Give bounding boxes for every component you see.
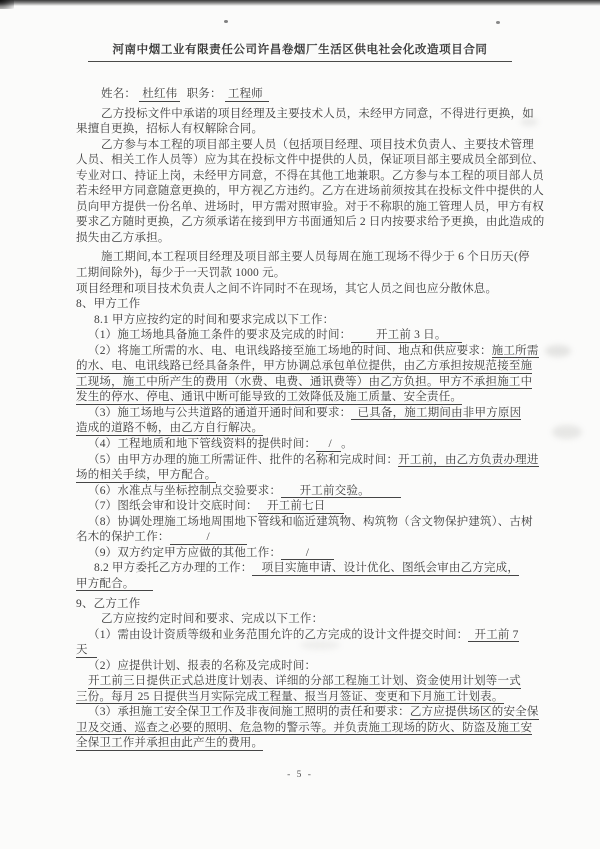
doc-text: （6）水准点与坐标控制点交验要求： (88, 484, 282, 497)
doc-text: 项目经理和项目技术负责人之间不许同时不在现场，其它人员之间也应分散休息。 (76, 282, 498, 295)
header-rule (88, 61, 512, 62)
fill-in-value: 开工前 3 日。 (351, 329, 462, 342)
doc-text: （4）工程地质和地下管线资料的提供时间： (88, 438, 317, 451)
fill-in-value: 卫及交通、巡查之必要的照明、危急物的警示等。并负责施工现场的防火、防盗及施工安 (76, 721, 533, 734)
doc-line (76, 122, 532, 138)
doc-line (76, 406, 532, 422)
fill-in-value: 甲方配合。 (76, 577, 153, 590)
doc-text: 。 (341, 438, 353, 451)
doc-line (76, 87, 532, 103)
doc-text: 损失由乙方承担。 (76, 231, 170, 244)
doc-text: 施工期间,本工程项目经理及项目部主要人员每周在施工现场不得少于 6 个日历天(停 (101, 251, 530, 264)
doc-text: （3）承担施工安全保卫工作及非夜间施工照明的责任和要求： (88, 706, 410, 719)
doc-text: （8）协调处理施工场地周围地下管线和临近建筑物、构筑物（含文物保护建筑）、古树 (88, 515, 533, 528)
doc-line (76, 659, 532, 675)
doc-line (76, 674, 532, 690)
doc-text: 工期间除外)，每少于一天罚款 1000 元。 (76, 267, 286, 280)
fill-in-value: 工程师 (224, 88, 270, 100)
fill-in-value: 开工前，由乙方负责办理进 (398, 453, 539, 466)
scan-corner-mark (0, 0, 14, 9)
doc-line (76, 690, 532, 706)
doc-line (76, 153, 544, 169)
fill-in-value: 开工前 7 (468, 628, 519, 641)
doc-text: 乙方投标文件中承诺的项目经理及主要技术人员，未经甲方同意，不得进行更换，如 (101, 107, 534, 120)
scan-smudge (552, 425, 582, 439)
fill-in-value: 工现场，施工中所产生的费用（水费、电费、通讯费等）由乙方负担。甲方不承担施工中 (76, 375, 533, 388)
fill-in-value: 场的相关手续，甲方配合。 (76, 469, 217, 482)
page-title: 河南中烟工业有限责任公司许昌卷烟厂生活区供电社会化改造项目合同 (112, 44, 488, 56)
doc-line (76, 721, 532, 737)
doc-line (76, 561, 532, 577)
doc-text: 8、甲方工作 (76, 298, 141, 311)
doc-line (76, 499, 532, 515)
fill-in-value: 开工前三日提供正式总进度计划表、详细的分部工程施工计划、资金使用计划等一式 (88, 675, 521, 688)
doc-text: （7）图纸会审和设计交底时间： (88, 500, 258, 513)
doc-line (76, 612, 532, 628)
doc-line (76, 107, 532, 123)
scan-speck (496, 21, 500, 24)
fill-in-value: 天 (76, 644, 97, 657)
doc-line (76, 344, 539, 360)
doc-line (76, 515, 532, 531)
doc-line (76, 705, 539, 721)
fill-in-value: / (281, 546, 334, 559)
doc-line (76, 138, 532, 154)
doc-line (76, 421, 532, 437)
doc-text: 人员、相关工作人员等）应为其在投标文件中提供的人员，保证项目部主要成员全部到位、 (76, 154, 544, 167)
doc-text: （5）由甲方办理的施工所需证件、批件的名称和完成时间： (88, 453, 399, 466)
doc-line (76, 736, 532, 752)
doc-text: （9）双方约定甲方应做的其他工作： (88, 546, 282, 559)
doc-line (76, 266, 532, 282)
doc-line (76, 250, 532, 266)
fill-in-value: 乙方应提供场区的安全保 (409, 706, 539, 719)
fill-in-value: 杜红伟 (139, 88, 181, 100)
doc-text: 姓名： (101, 88, 140, 100)
fill-in-value: / (316, 438, 342, 451)
doc-line (76, 546, 532, 562)
doc-text: 乙方应按约定时间和要求、完成以下工作： (101, 613, 324, 626)
doc-line (76, 297, 532, 313)
doc-text: 8.2 甲方委托乙方办理的工作： (94, 562, 253, 575)
doc-text: 9、乙方工作 (76, 597, 141, 610)
doc-text: 要求乙方随时更换，乙方须承诺在接到甲方书面通知后 2 日内按要求给予更换，由此造成的 (76, 216, 545, 229)
fill-in-value: 三份。每月 25 日提供当月实际完成工程量、报当月签证、变更和下月施工计划表。 (76, 690, 504, 703)
fill-in-value: 造成的道路不畅，由乙方自行解决。 (76, 422, 264, 435)
doc-line (76, 390, 532, 406)
doc-line (76, 282, 532, 298)
doc-line (76, 359, 532, 375)
fill-in-value: 发生的停水、停电、通讯中断可能导致的工效降低及施工质量、安全责任。 (76, 391, 463, 404)
doc-text: 若未经甲方同意随意更换的，甲方视乙方违约。乙方在进场前须按其在投标文件中提供的人 (76, 185, 544, 198)
scan-speck (224, 20, 228, 23)
doc-line (76, 328, 532, 344)
doc-line (76, 468, 532, 484)
doc-text: （2）应提供计划、报表的名称及完成时间： (88, 659, 317, 672)
fill-in-value: 施工所需 (491, 344, 539, 357)
fill-in-value: 开工前七日 (257, 500, 344, 513)
fill-in-value: 全保卫工作并承担由此产生的费用。 (76, 737, 264, 750)
scan-top-edge-shadow (0, 0, 600, 6)
page-number: - 5 - (287, 770, 313, 780)
doc-line (76, 231, 532, 247)
doc-line (76, 484, 532, 500)
doc-line (76, 169, 544, 185)
fill-in-value: / (169, 531, 247, 544)
doc-text: 员向甲方提供一份名单、进场时，甲方需对照审验。对于不称职的施工管理人员，甲方有权 (76, 200, 544, 213)
doc-line (76, 184, 544, 200)
doc-text: （3）施工场地与公共道路的通道开通时间和要求： (88, 406, 352, 419)
fill-in-value: 的水、电、电讯线路已经具备条件，甲方协调总承包单位提供，由乙方承担按规范接至施 (76, 360, 533, 373)
doc-text: 果擅自更换，招标人有权解除合同。 (76, 123, 264, 136)
doc-line (76, 628, 532, 644)
doc-line (76, 437, 532, 453)
doc-text: 职务： (180, 88, 225, 100)
doc-text: （1）需由设计资质等级和业务范围允许的乙方完成的设计文件提交时间： (88, 628, 469, 641)
doc-line (76, 215, 545, 231)
doc-line (76, 313, 532, 329)
document-header (0, 40, 600, 62)
doc-text: 8.1 甲方应按约定的时间和要求完成以下工作： (94, 313, 335, 326)
doc-text: 专业对口、持证上岗，未经甲方同意，不得在其他工地兼职。乙方参与本工程的项目部人员 (76, 169, 544, 182)
contract-body (76, 87, 545, 752)
doc-text: （2）将施工所需的水、电、电讯线路接至施工场地的时间、地点和供应要求： (88, 344, 492, 357)
doc-line (76, 643, 532, 659)
doc-text: 名木的保护工作： (76, 531, 170, 544)
scan-smudge (545, 345, 571, 357)
doc-line (76, 200, 544, 216)
doc-line (76, 597, 532, 613)
fill-in-value: 开工前交验。 (281, 484, 401, 497)
doc-line (76, 577, 532, 593)
doc-text: （1）施工场地具备施工条件的要求及完成的时间： (88, 329, 352, 342)
doc-line (76, 375, 532, 391)
fill-in-value: 已具备，施工期间由非甲方原因 (351, 406, 522, 419)
doc-line (76, 453, 539, 469)
doc-line (76, 530, 532, 546)
fill-in-value: 项目实施申请、设计优化、图纸会审由乙方完成， (252, 562, 520, 575)
doc-text: 乙方参与本工程的项目部主要人员（包括项目经理、项目技术负责人、主要技术管理 (101, 138, 534, 151)
